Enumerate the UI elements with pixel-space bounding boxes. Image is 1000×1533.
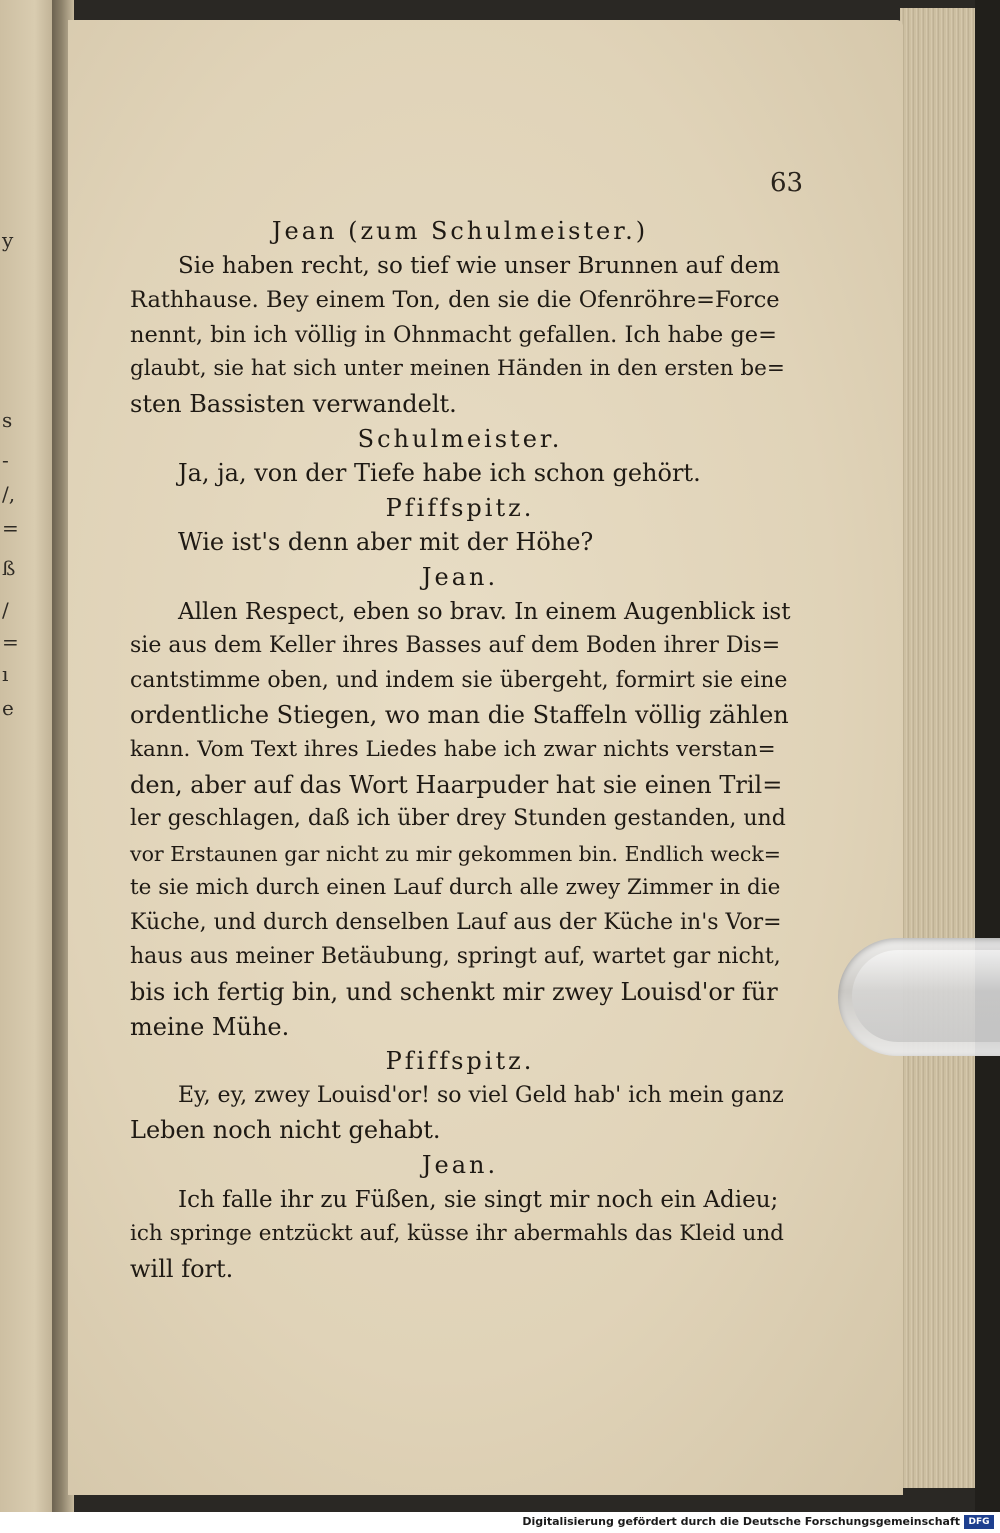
text-line: Allen Respect, eben so brav. In einem Augenblick ist [178,598,791,625]
glass-page-holder-highlight [852,950,1000,1042]
left-page-edge [0,0,58,1512]
speaker-heading: Jean. [421,562,499,591]
text-line: vor Erstaunen gar nicht zu mir gekommen bin. Endlich weck= [130,841,781,866]
left-edge-char: - [2,448,9,472]
text-line: ich springe entzückt auf, küsse ihr abermahls das Kleid und [130,1221,784,1247]
text-line: meine Mühe. [130,1012,290,1041]
text-line: Ey, ey, zwey Louisd'or! so viel Geld hab' ich mein ganz [178,1082,784,1108]
left-edge-char: ı [2,662,9,686]
page-stack-edges [900,8,978,1488]
left-edge-char: / [2,598,9,622]
text-line: will fort. [130,1254,234,1283]
left-edge-char: /, [2,482,16,506]
text-line: cantstimme oben, und indem sie übergeht, formirt sie eine [130,667,788,693]
text-line: Leben noch nicht gehabt. [130,1116,441,1145]
text-line: Küche, und durch denselben Lauf aus der Küche in's Vor= [130,909,782,935]
page-edge-shadow [975,0,1000,1512]
text-line: Rathhause. Bey einem Ton, den sie die Ofenröhre=Force [130,287,780,314]
dfg-logo: DFG [964,1515,994,1529]
text-line: den, aber auf das Wort Haarpuder hat sie einen Tril= [130,770,783,799]
text-line: sie aus dem Keller ihres Basses auf dem Boden ihrer Dis= [130,633,781,659]
digitization-footer [0,1512,1000,1533]
text-line: ordentliche Stiegen, wo man die Staffeln völlig zählen [130,701,789,730]
speaker-heading: Jean (zum Schulmeister.) [271,217,649,245]
text-line: Ja, ja, von der Tiefe habe ich schon gehört. [178,459,701,488]
text-line: haus aus meiner Betäubung, springt auf, wartet gar nicht, [130,944,781,970]
text-line: kann. Vom Text ihres Liedes habe ich zwar nichts verstan= [130,736,776,762]
left-edge-char: = [2,630,19,654]
speaker-heading: Schulmeister. [357,424,563,453]
left-edge-char: e [2,696,14,720]
text-line: Ich falle ihr zu Füßen, sie singt mir noch ein Adieu; [178,1186,779,1213]
left-edge-char: s [2,408,13,432]
text-line: ler geschlagen, daß ich über drey Stunden gestanden, und [130,806,786,832]
glass-page-holder [838,938,1000,1056]
text-line: sten Bassisten verwandelt. [130,389,457,418]
left-edge-char: = [2,516,19,540]
speaker-heading: Jean. [421,1151,499,1180]
text-line: te sie mich durch einen Lauf durch alle zwey Zimmer in die [130,875,781,901]
text-line: Sie haben recht, so tief wie unser Brunnen auf dem [178,252,781,279]
page-text [130,214,790,1286]
text-line: Wie ist's denn aber mit der Höhe? [178,528,594,557]
left-edge-char: ß [2,556,16,580]
footer-credit: Digitalisierung gefördert durch die Deutsche Forschungsgemeinschaft [522,1515,960,1528]
left-edge-char: y [2,228,14,252]
speaker-heading: Pfiffspitz. [385,1047,535,1076]
page-number: 63 [770,168,804,198]
text-line: glaubt, sie hat sich unter meinen Händen in den ersten be= [130,356,785,382]
text-line: nennt, bin ich völlig in Ohnmacht gefallen. Ich habe ge= [130,321,777,348]
speaker-heading: Pfiffspitz. [385,493,535,522]
text-line: bis ich fertig bin, und schenkt mir zwey Louisd'or für [130,978,778,1007]
